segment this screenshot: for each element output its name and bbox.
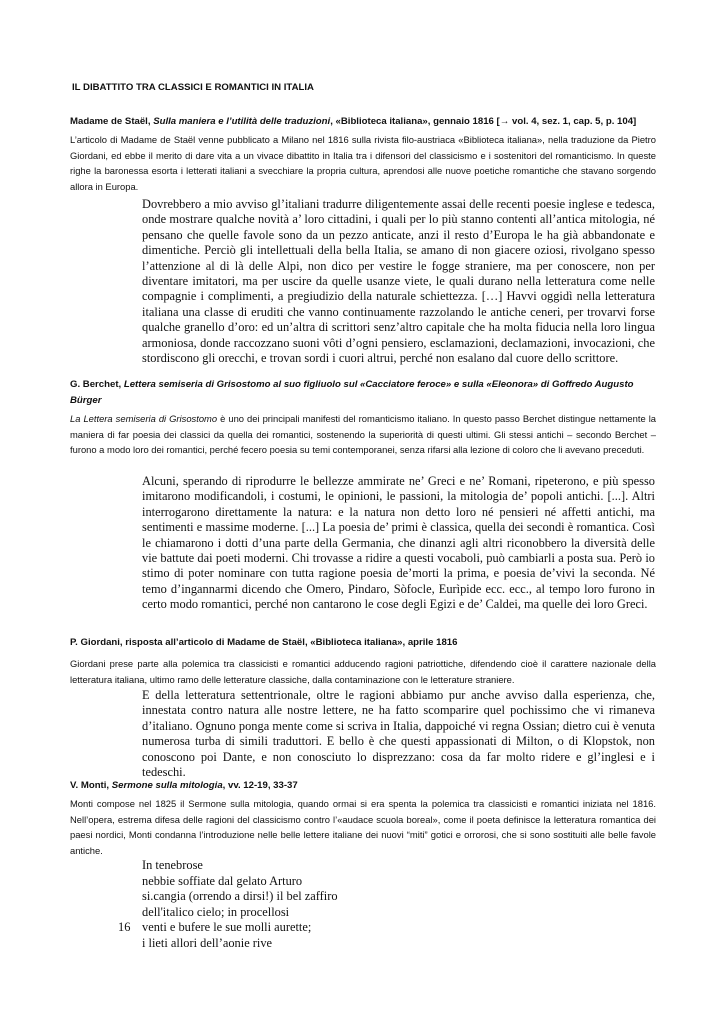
verse-line: In tenebrose bbox=[142, 858, 203, 872]
verse-number: 16 bbox=[118, 920, 131, 934]
heading-source: , «Biblioteca italiana», gennaio 1816 [→ vol. 4, sez. 1, cap. 5, p. 104] bbox=[330, 116, 637, 127]
section-heading-monti bbox=[70, 778, 656, 794]
section-intro-berchet bbox=[70, 411, 656, 458]
quote-berchet: Alcuni, sperando di riprodurre le bellezze ammirate ne’ Greci e ne’ Romani, ripeterono, e più spesso imitarono modificandoli, i costumi, le opinioni, le passioni, la mitologia de’ popoli antichi. [...]. Altri interrogarono direttamente la natura: e la natura non detto loro né pensieri né affetti antichi, ma sentimenti e massime moderne. [...] La poesia de’ primi è classica, quella dei secondi è romantica. Così le chiamarono i dotti d’una parte della Germania, che dinanzi agli altri riconobbero la diversità delle vie battute dai poeti moderni. Chi trovasse a ridire a questi vocaboli, può cambiarli a posta sua. Però io stimo di poter nominare con tutta ragione poesia de’morti la prima, e poesia de’vivi la seconda. Né temo d’ingannarmi dicendo che Omero, Pindaro, Sòfocle, Eurìpide ecc. ecc., al tempo loro furono in certo modo romantici, perché non cantarono le cose degli Egizi e de’ Caldei, ma quelle dei loro Greci. bbox=[142, 474, 655, 612]
heading-source: , vv. 12-19, 33-37 bbox=[222, 780, 298, 791]
section-heading-giordani: P. Giordani, risposta all’articolo di Madame de Staël, «Biblioteca italiana», aprile 1816 bbox=[70, 637, 458, 648]
section-intro-monti: Monti compose nel 1825 il Sermone sulla mitologia, quando ormai si era spenta la polemica tra classicisti e romantici iniziata nel 1816. Nell’opera, estrema difesa delle ragioni del classicismo contro l’«audace scuola boreal», come il poeta definisce la letteratura romantica dei paesi nordici, Monti condanna l’introduzione nelle belle lettere italiane dei nuovi “miti” gotici e orrorosi, che si sono sostituiti alle belle favole antiche. bbox=[70, 798, 656, 856]
quote-giordani: E della letteratura settentrionale, oltre le ragioni abbiamo pur anche avviso dalla esperienza, che, innestata contro natura alle nostre lettere, ne ha fatto scomparire quel pochissimo che vi rimaneva d’italiano. Ognuno ponga mente come si scriva in Italia, dappoiché vi regna Ossian; dietro cui è venuta numerosa turba di simili traduttori. E bello è che questi appassionati di Milton, o di Klopstok, non conoscono poi Dante, e non conosciuto lo disprezzano: cosa da far molto ridere e gl’inglesi e i tedeschi. bbox=[142, 688, 655, 780]
quote-stael: Dovrebbero a mio avviso gl’italiani tradurre diligentemente assai delle recenti poesie inglese e tedesca, onde mostrare qualche novità a’ loro cittadini, i quali per lo più stanno contenti all’antica mitologia, né pensano che quelle favole sono da un pezzo anticate, anzi il resto d’Europa le ha già abbandonate e dimentiche. Perciò gli intellettuali della bella Italia, se amano di non giacere oziosi, rivolgano spesso l’attenzione al di là delle Alpi, non dico per vestire le fogge straniere, ma per conoscere, non per diventare imitatori, ma per uscire da quelle usanze viete, le quali durano nella letteratura come nelle compagnie i complimenti, a pregiudizio della naturale schiettezza. […] Havvi oggidì nella letteratura italiana una classe di eruditi che vanno continuamente razzolando le antiche ceneri, per trovarvi forse qualche granello d’oro: ed un’altra di scrittori senz’altro capitale che ha molta fiducia nella loro lingua armoniosa, donde raccozzano suoni vôti d’ogni pensiero, esclamazioni, declamazioni, invocazioni, che stordiscono gli orecchi, e trovan sordi i cuori altrui, perché non esalano dal cuore dello scrittore. bbox=[142, 197, 655, 366]
section-intro-giordani: Giordani prese parte alla polemica tra classicisti e romantici adducendo ragioni patriottiche, difendendo cioè il carattere nazionale della letteratura italiana, ultimo ramo delle letterature classiche, dalla contaminazione con le letterature straniere. bbox=[70, 658, 656, 685]
verse-line: dell'italico cielo; in procellosi bbox=[142, 904, 290, 919]
verse-line: venti e bufere le sue molli aurette; bbox=[142, 920, 312, 935]
verse-line: nebbie soffiate dal gelato Arturo bbox=[142, 873, 303, 888]
verse-line: si.cangia (orrendo a dirsi!) il bel zaffiro bbox=[142, 889, 338, 904]
verse-line: i lieti allori dell’aonie rive bbox=[142, 935, 273, 950]
section-heading-berchet bbox=[70, 377, 656, 409]
section-intro-stael: L’articolo di Madame de Staël venne pubblicato a Milano nel 1816 sulla rivista filo-austriaca «Biblioteca italiana», nella traduzione da Pietro Giordani, ed ebbe il merito di dare vita a un vivace dibattito in Italia tra i difensori del classicismo e i sostenitori del romanticismo. In queste righe la baronessa esorta i letterati italiani a svecchiare la propria cultura, aprendosi alle nuove poetiche romantiche che stavano sorgendo allora in Europa. bbox=[70, 134, 656, 192]
intro-text: è uno dei principali manifesti del romanticismo italiano. In questo passo Berchet distingue nettamente la maniera di far poesia dei classici da quella dei romantici, sostenendo la superiorità di questi ultimi. Gli stessi antichi – secondo Berchet – furono a modo loro dei romantici, perché fecero poesia su temi contemporanei, senza rifarsi alla lezione di coloro che li avevano preceduti. bbox=[70, 413, 656, 456]
heading-author: Madame de Staël, bbox=[70, 116, 154, 127]
section-heading-stael bbox=[70, 114, 656, 130]
heading-author: V. Monti, bbox=[70, 780, 112, 791]
heading-work-title: Sermone sulla mitologia bbox=[111, 780, 223, 791]
heading-work-title: Sulla maniera e l’utilità delle traduzioni bbox=[153, 116, 331, 127]
verse-block bbox=[142, 858, 338, 952]
heading-work-title: Lettera semiseria di Grisostomo al suo figliuolo sul «Cacciatore feroce» e sulla «Eleonora» di Goffredo Augusto Bürger bbox=[70, 379, 634, 406]
intro-work-title: La Lettera semiseria di Grisostomo bbox=[70, 413, 218, 424]
page-title: IL DIBATTITO TRA CLASSICI E ROMANTICI IN ITALIA bbox=[72, 82, 314, 93]
heading-author: G. Berchet, bbox=[70, 379, 124, 390]
